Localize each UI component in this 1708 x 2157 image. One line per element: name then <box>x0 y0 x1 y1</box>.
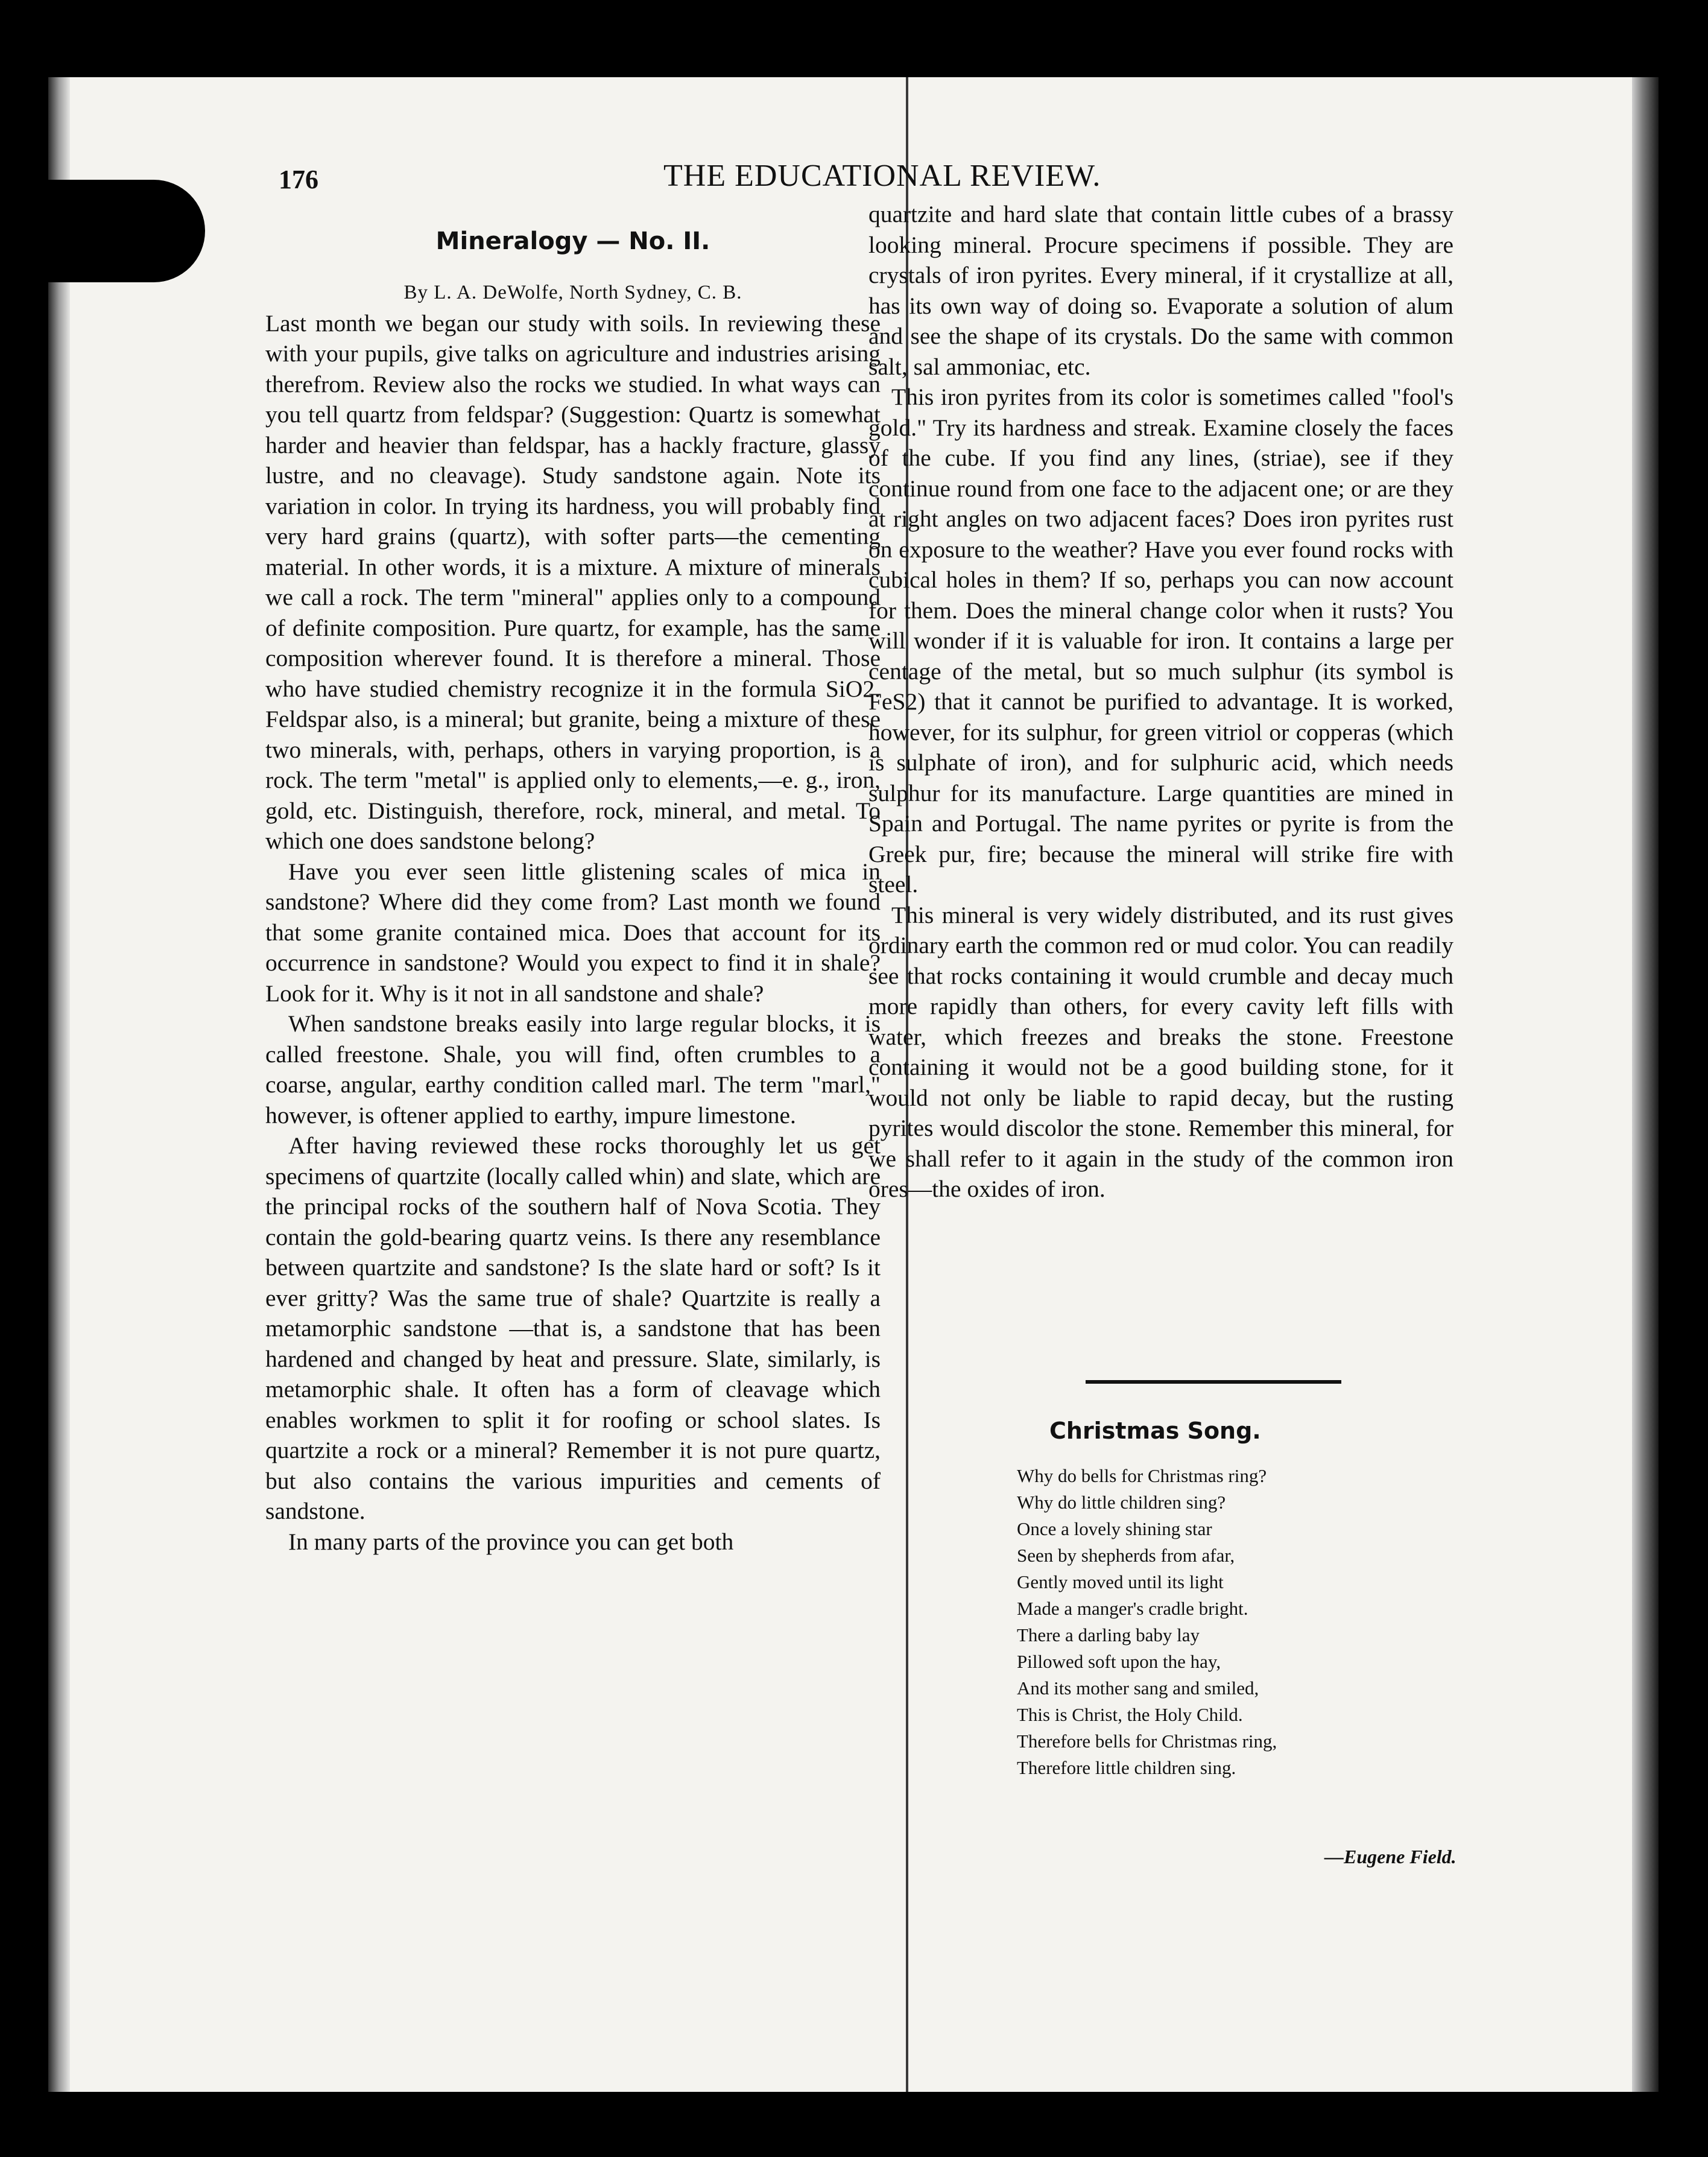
running-head: THE EDUCATIONAL REVIEW. <box>663 159 1101 193</box>
section-divider <box>1086 1380 1341 1384</box>
page-edge-shadow-right <box>1632 77 1659 2092</box>
poem-line: Why do bells for Christmas ring? <box>1017 1465 1267 1486</box>
paragraph: This mineral is very widely distributed, and its rust gives ordinary earth the common red or mud color. You can readily see that rocks containing it would crumble and decay much more rapidly than others, for every cavity left fills with water, which freezes and breaks the stone. Freestone containing it would not be a good building stone, for it would not only be liable to rapid decay, but the rusting pyrites would discolor the stone. Remember this mineral, for we shall refer to it again in the study of the common iron ores—the oxides of iron. <box>868 901 1453 1202</box>
left-column <box>265 277 881 1557</box>
poem-line: And its mother sang and smiled, <box>1017 1677 1259 1699</box>
scan-border-bottom <box>0 2092 1708 2157</box>
scan-border-left <box>0 0 48 2157</box>
page-edge-shadow-left <box>48 77 70 2092</box>
page-number: 176 <box>279 165 318 194</box>
poem-line: Pillowed soft upon the hay, <box>1017 1651 1221 1672</box>
paragraph: When sandstone breaks easily into large regular blocks, it is called freestone. Shale, you will find, often crumbles to a coarse, angular, earthy condition called marl. The term "marl," however, is oftener applied to earthy, impure limestone. <box>265 1010 881 1129</box>
scan-border-right <box>1672 0 1708 2157</box>
poem-line: Once a lovely shining star <box>1017 1518 1212 1539</box>
right-column <box>868 199 1453 1205</box>
paragraph: Have you ever seen little glistening scales of mica in sandstone? Where did they come from? Last month we found that some granite contained mica. Does that account for its occurrence in sandstone? Would you expect to find it in shale? Look for it. Why is it not in all sandstone and shale? <box>265 858 881 1007</box>
paragraph: After having reviewed these rocks thoroughly let us get specimens of quartzite (locally called whin) and slate, which are the principal rocks of the southern half of Nova Scotia. They contain the gold-bearing quartz veins. Is there any resemblance between quartzite and sandstone? Is the slate hard or soft? Is it ever gritty? Was the same true of shale? Quartzite is really a metamorphic sandstone —that is, a sandstone that has been hardened and changed by heat and pressure. Slate, similarly, is metamorphic shale. It often has a form of cleavage which enables workmen to split it for roofing or school slates. Is quartzite a rock or a mineral? Remember it is not pure quartz, but also contains the various impurities and cements of sandstone. <box>265 1132 881 1524</box>
poem-line: This is Christ, the Holy Child. <box>1017 1704 1243 1725</box>
poem-line: Gently moved until its light <box>1017 1571 1224 1592</box>
poem-line: Made a manger's cradle bright. <box>1017 1598 1248 1619</box>
paragraph: In many parts of the province you can get both <box>288 1528 734 1555</box>
paragraph: This iron pyrites from its color is sometimes called "fool's gold." Try its hardness and streak. Examine closely the faces of the cube. If you find any lines, (striae), see if they continue round from one face to the adjacent one; or are they at right angles on two adjacent faces? Does iron pyrites rust on exposure to the weather? Have you ever found rocks with cubical holes in them? If so, perhaps you can now account for them. Does the mineral change color when it rusts? You will wonder if it is valuable for iron. It contains a large per centage of the metal, but so much sulphur (its symbol is FeS2) that it cannot be purified to advantage. It is worked, however, for its sulphur, for green vitriol or copperas (which is sulphate of iron), and for sulphuric acid, which needs sulphur for its manufacture. Large quantities are mined in Spain and Portugal. The name pyrites or pyrite is from the Greek pur, fire; because the mineral will strike fire with steel. <box>868 384 1453 898</box>
poem-title: Christmas Song. <box>1049 1417 1261 1444</box>
article-title: Mineralogy — No. II. <box>435 227 710 255</box>
poem-line: There a darling baby lay <box>1017 1624 1200 1645</box>
paragraph: quartzite and hard slate that contain little cubes of a brassy looking mineral. Procure specimens if possible. They are crystals of iron pyrites. Every mineral, if it crystallize at all, has its own way of doing so. Evaporate a solution of alum and see the shape of its crystals. Do the same with common salt, sal ammoniac, etc. <box>868 201 1453 380</box>
paragraph: Last month we began our study with soils. In reviewing these with your pupils, give talks on agriculture and industries arising therefrom. Review also the rocks we studied. In what ways can you tell quartz from feldspar? (Suggestion: Quartz is somewhat harder and heavier than feldspar, has a hackly fracture, glassy lustre, and no cleavage). Study sandstone again. Note its variation in color. In trying its hardness, you will probably find very hard grains (quartz), with softer parts—the cementing material. In other words, it is a mixture. A mixture of minerals we call a rock. The term "mineral" applies only to a compound of definite composition. Pure quartz, for example, has the same composition wherever found. It is therefore a mineral. Those who have studied chemistry recognize it in the formula SiO2. Feldspar also, is a mineral; but granite, being a mixture of these two minerals, with, perhaps, others in varying proportion, is a rock. The term "metal" is applied only to elements,—e. g., iron, gold, etc. Distinguish, therefore, rock, mineral, and metal. To which one does sandstone belong? <box>265 309 881 854</box>
article-byline: By L. A. DeWolfe, North Sydney, C. B. <box>403 282 742 303</box>
poem-line: Why do little children sing? <box>1017 1492 1226 1513</box>
poem-body <box>1017 1463 1277 1781</box>
poem-attribution: —Eugene Field. <box>1324 1846 1457 1867</box>
binder-clip <box>48 180 205 282</box>
poem-line: Therefore little children sing. <box>1017 1757 1236 1778</box>
poem-line: Therefore bells for Christmas ring, <box>1017 1731 1277 1752</box>
poem-line: Seen by shepherds from afar, <box>1017 1545 1235 1566</box>
scan-border-top <box>0 0 1708 77</box>
